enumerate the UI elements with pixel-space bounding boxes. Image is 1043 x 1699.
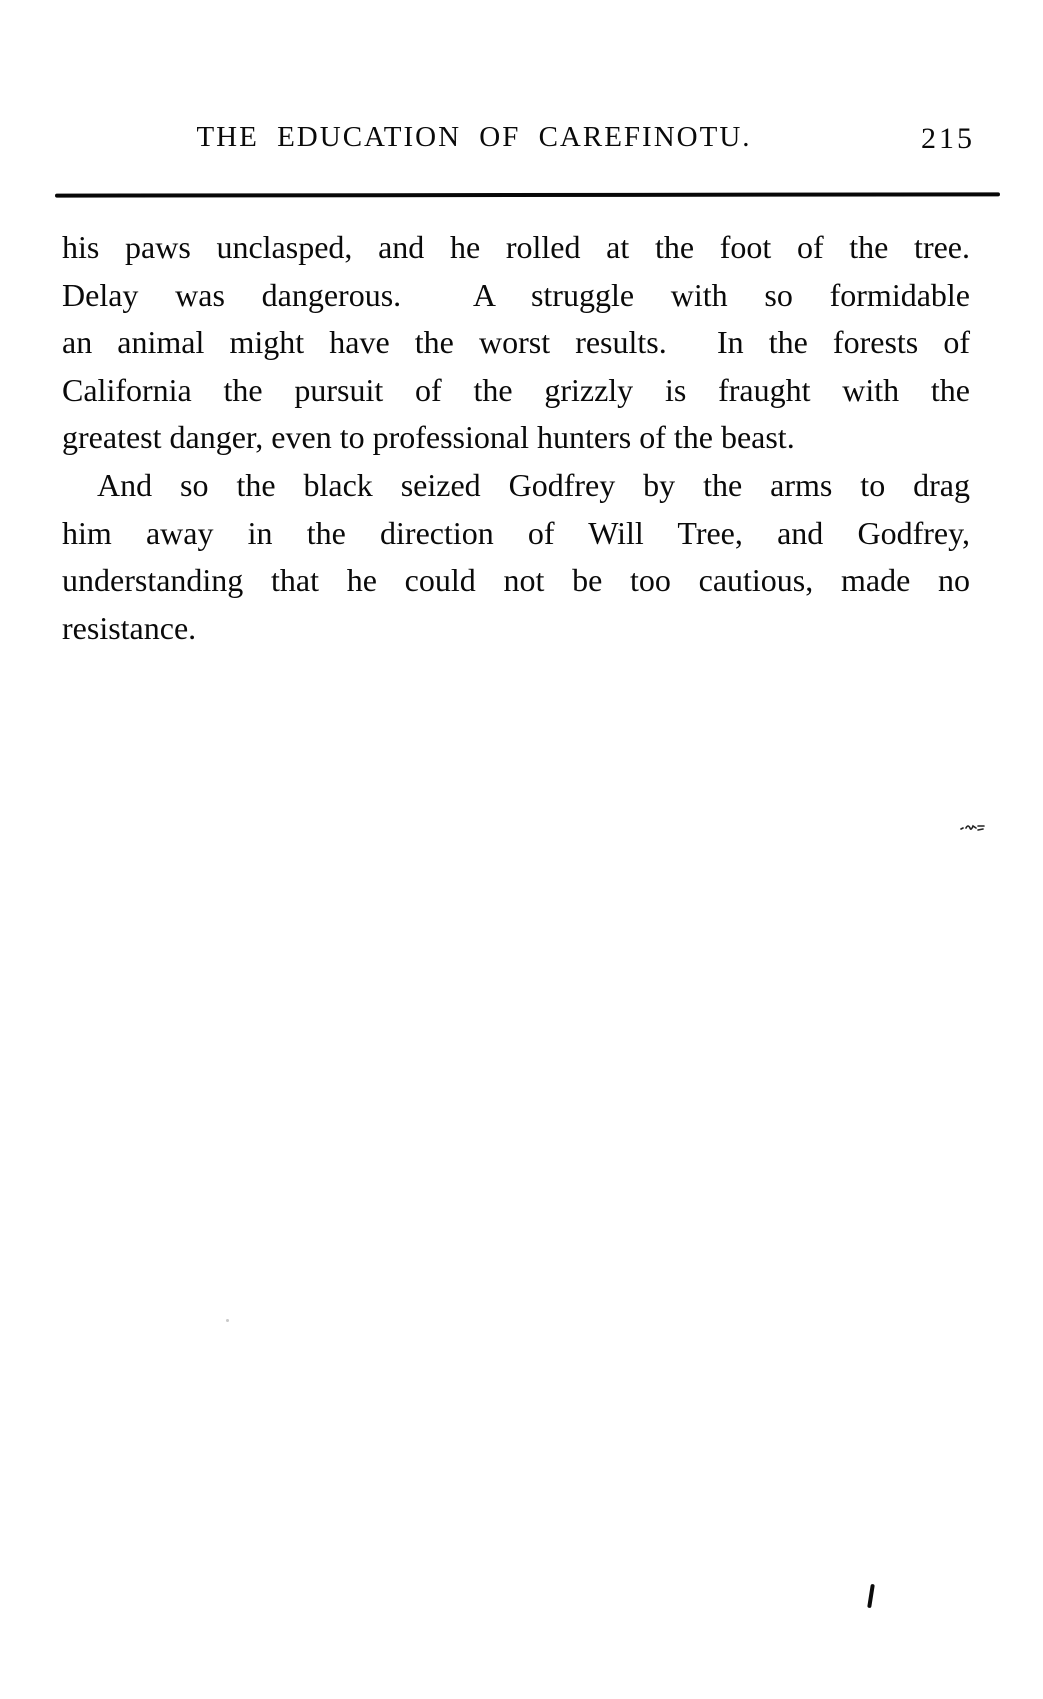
text-line: resistance. xyxy=(62,609,197,646)
text-line: his paws unclasped, and he rolled at the foot of the tree. xyxy=(62,229,970,265)
ink-slash-artifact xyxy=(867,1584,875,1608)
text-line: understanding that he could not be too cautious, made no xyxy=(62,562,970,599)
paragraph-1 xyxy=(62,224,970,462)
ink-dot-artifact xyxy=(226,1319,229,1322)
header-rule xyxy=(55,192,1000,197)
text-line: greatest danger, even to professional hunters of the beast. xyxy=(62,419,795,456)
text-line: an animal might have the worst results. In the forests of xyxy=(62,324,970,361)
text-line: him away in the direction of Will Tree, and Godfrey, xyxy=(62,514,970,551)
page-body xyxy=(62,224,970,652)
text-line: And so the black seized Godfrey by the arms to drag xyxy=(97,466,970,503)
paragraph-2 xyxy=(62,462,970,652)
ink-smudge-artifact xyxy=(960,820,986,834)
page-header xyxy=(0,121,1043,167)
page-number: 215 xyxy=(921,122,975,155)
text-line: California the pursuit of the grizzly is fraught with the xyxy=(62,371,970,408)
text-line: Delay was dangerous. A struggle with so formidable xyxy=(62,276,970,313)
running-head-title: THE EDUCATION OF CAREFINOTU. xyxy=(196,121,752,153)
